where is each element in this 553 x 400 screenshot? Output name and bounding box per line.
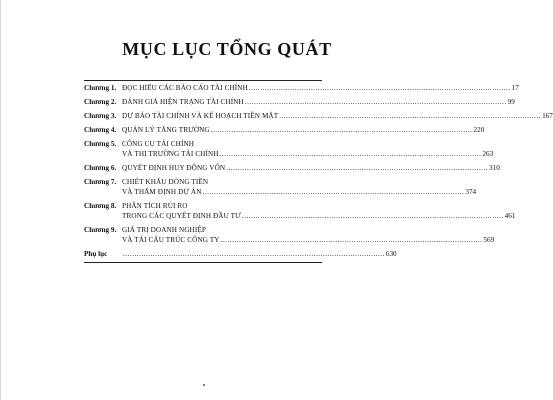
chapter-title-block [122,111,553,121]
page-number: 310 [489,164,500,172]
chapter-title-line [122,187,476,197]
dot-leader [245,97,507,107]
chapter-number: Chương 5. [84,140,117,148]
chapter-number: Chương 7. [84,178,117,186]
chapter-title-line [122,201,515,211]
chapter-number: Chương 2. [84,98,117,106]
chapter-title: GIÁ TRỊ DOANH NGHIỆP [122,226,206,234]
chapter-title-block [122,139,493,159]
chapter-title: CÔNG CỤ TÀI CHÍNH [122,140,195,148]
chapter-title: PHÂN TÍCH RỦI RO [122,202,188,210]
chapter-title-line [122,211,515,221]
chapter-title: VÀ TÁI CẤU TRÚC CÔNG TY [122,236,220,244]
chapter-title-line [122,97,515,107]
toc-entry [84,111,553,124]
chapter-number: Chương 1. [84,84,117,92]
chapter-title: CHIẾT KHẤU DÒNG TIỀN [122,178,209,186]
dot-leader [123,249,385,259]
chapter-title: TRONG CÁC QUYẾT ĐỊNH ĐẦU TƯ [122,212,241,220]
page-number: 99 [507,98,515,106]
toc-entry [84,249,397,262]
chapter-title-block [122,201,515,221]
dot-leader [226,163,488,173]
page-number: 17 [511,84,519,92]
dot-leader [249,83,511,93]
chapter-title-line [122,235,494,245]
chapter-number: Chương 8. [84,202,117,210]
dot-leader [220,149,482,159]
chapter-title-block [122,177,476,197]
page-number: 461 [504,212,516,220]
chapter-number: Chương 4. [84,126,117,134]
chapter-title-line [122,149,493,159]
dot-leader [203,187,465,197]
chapter-title-line [122,125,484,135]
chapter-title: QUYẾT ĐỊNH HUY ĐỘNG VỐN [122,164,226,172]
toc-entry [84,125,485,138]
toc-entry [84,83,519,96]
dot-leader [221,235,483,245]
page-number: 263 [482,150,494,158]
top-rule [84,80,322,81]
chapter-number: Chương 6. [84,164,117,172]
chapter-title-line [122,249,397,259]
table-of-contents [84,83,553,263]
chapter-title: DỰ BÁO TÀI CHÍNH VÀ KẾ HOẠCH TIỀN MẶT [122,112,279,120]
dot-leader [279,111,541,121]
chapter-title-line [122,111,553,121]
toc-entry [84,201,516,224]
chapter-title-line [122,139,493,149]
dot-leader [211,125,473,135]
chapter-title-line [122,83,519,93]
toc-entry [84,163,500,176]
chapter-number: Chương 9. [84,226,117,234]
toc-entry [84,139,494,162]
page-number: 630 [385,250,397,258]
chapter-title-line [122,177,476,187]
chapter-title-line [122,163,500,173]
chapter-title-block [122,225,494,245]
chapter-title-block [122,163,500,173]
chapter-title-block [122,125,484,135]
chapter-title-line [122,225,494,235]
dot-leader [242,211,504,221]
toc-entry [84,177,477,200]
chapter-title: ĐỌC HIỂU CÁC BÁO CÁO TÀI CHÍNH [122,84,248,92]
chapter-title: VÀ THỊ TRƯỜNG TÀI CHÍNH [122,150,219,158]
chapter-title-block [122,97,515,107]
toc-entry [84,97,515,110]
print-speck [203,384,205,386]
chapter-title-block [122,249,397,259]
page-title: MỤC LỤC TỔNG QUÁT [122,39,332,59]
page-number: 374 [465,188,477,196]
chapter-title: ĐÁNH GIÁ HIỆN TRẠNG TÀI CHÍNH [122,98,244,106]
chapter-title-block [122,83,519,93]
page-number: 220 [473,126,485,134]
bottom-rule [84,262,322,263]
page-number: 167 [542,112,553,120]
chapter-number: Phụ lục [84,250,108,258]
page-number: 569 [483,236,495,244]
chapter-title: QUẢN LÝ TĂNG TRƯỞNG [122,126,210,134]
chapter-title: VÀ THẨM ĐỊNH DỰ ÁN [122,188,202,196]
chapter-number: Chương 3. [84,112,117,120]
toc-entry [84,225,495,248]
